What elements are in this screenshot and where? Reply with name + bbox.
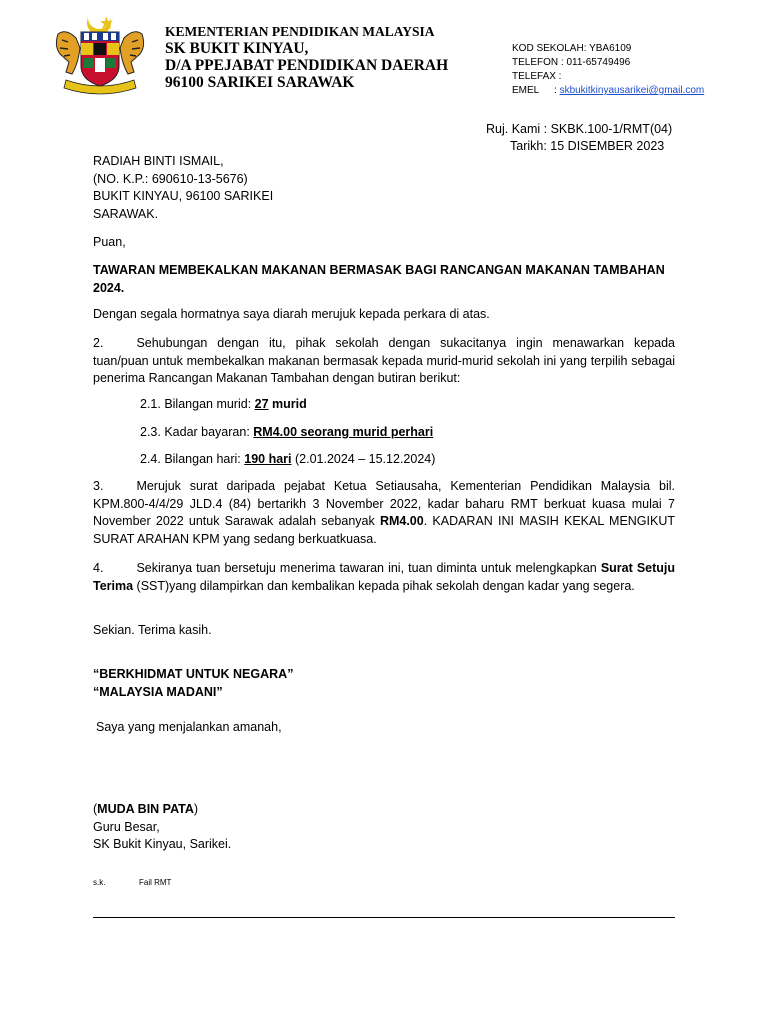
signatory-open: (	[93, 802, 98, 816]
paragraph-4-bold: Surat Setuju Terima	[93, 561, 676, 593]
paragraph-2-number: 2.	[93, 336, 104, 350]
coat-of-arms-icon	[48, 14, 152, 96]
paragraph-4-text-b: (SST)yang dilampirkan dan kembalikan kepada pihak sekolah dengan kadar yang segera.	[133, 578, 635, 593]
reference-number: Ruj. Kami : SKBK.100-1/RMT(04)	[486, 122, 673, 136]
footer-divider	[93, 917, 675, 918]
letterhead	[165, 24, 448, 91]
copy-to-value: Fail RMT	[139, 878, 172, 887]
contact-block	[512, 42, 704, 98]
motto	[93, 666, 293, 701]
signatory-school: SK Bukit Kinyau, Sarikei.	[93, 837, 232, 851]
email-link[interactable]: skbukitkinyausarikei@gmail.com	[559, 85, 705, 96]
letter-date: Tarikh: 15 DISEMBER 2023	[510, 139, 665, 153]
detail-item	[140, 396, 307, 414]
paragraph-3-text-a: Merujuk surat daripada pejabat Ketua Setiausaha, Kementerian Pendidikan Malaysia bil. KPM.800-4/4/29 JLD.4 (84) bertarikh 3 November 2022, kadar baharu RMT berkuat kuasa mulai 7 November 2022 untuk Sarawak adalah sebanyak	[93, 479, 675, 528]
recipient-address-line2: SARAWAK.	[93, 206, 159, 221]
paragraph-2	[93, 335, 675, 388]
reference-block	[486, 121, 672, 155]
detail-value: RM4.00 seorang murid perhari	[253, 425, 434, 439]
detail-item	[140, 451, 435, 469]
detail-value: 27	[254, 397, 269, 411]
detail-value: 190 hari	[244, 452, 292, 466]
salutation: Puan,	[93, 235, 126, 249]
office-name: D/A PPEJABAT PENDIDIKAN DAERAH	[165, 57, 449, 74]
motto-line-1: “BERKHIDMAT UNTUK NEGARA”	[93, 667, 294, 681]
paragraph-3-number: 3.	[93, 479, 104, 493]
email-label: EMEL	[512, 85, 540, 96]
paragraph-3	[93, 478, 675, 548]
detail-suffix: murid	[268, 397, 307, 411]
detail-rest: (2.01.2024 – 15.12.2024)	[291, 452, 436, 466]
paragraph-3-bold: RM4.00	[379, 514, 424, 528]
paragraph-4-text-a: Sekiranya tuan bersetuju menerima tawaran ini, tuan diminta untuk melengkapkan	[136, 561, 601, 575]
paragraph-4	[93, 560, 675, 595]
signatory	[93, 801, 231, 854]
telefax: TELEFAX :	[512, 71, 562, 82]
detail-label: 2.4. Bilangan hari:	[140, 452, 245, 466]
school-name: SK BUKIT KINYAU,	[165, 40, 309, 57]
email-sep: :	[554, 85, 557, 96]
copy-to-label: s.k.	[93, 878, 106, 887]
signatory-close: )	[193, 802, 199, 816]
copy-to	[93, 878, 171, 887]
sign-off: Saya yang menjalankan amanah,	[96, 720, 282, 734]
recipient-address	[93, 153, 273, 223]
subject: TAWARAN MEMBEKALKAN MAKANAN BERMASAK BAGI RANCANGAN MAKANAN TAMBAHAN 2024.	[93, 263, 665, 295]
telephone: TELEFON : 011-65749496	[512, 57, 631, 68]
detail-label: 2.3. Kadar bayaran:	[140, 425, 254, 439]
detail-item	[140, 424, 433, 442]
recipient-name: RADIAH BINTI ISMAIL,	[93, 154, 224, 168]
motto-line-2: “MALAYSIA MADANI”	[93, 684, 223, 699]
paragraph-1: Dengan segala hormatnya saya diarah merujuk kepada perkara di atas.	[93, 307, 490, 321]
recipient-ic: (NO. K.P.: 690610-13-5676)	[93, 171, 248, 186]
detail-label: 2.1. Bilangan murid:	[140, 397, 255, 411]
signatory-name: MUDA BIN PATA	[97, 802, 194, 816]
closing: Sekian. Terima kasih.	[93, 623, 212, 637]
email-row	[512, 84, 704, 98]
school-code: KOD SEKOLAH: YBA6109	[512, 43, 632, 54]
paragraph-3-text-b: . KADARAN INI MASIH KEKAL MENGIKUT SURAT ARAHAN KPM yang sedang berkuatkuasa.	[93, 514, 676, 546]
recipient-address-line1: BUKIT KINYAU, 96100 SARIKEI	[93, 189, 274, 203]
signatory-title: Guru Besar,	[93, 819, 160, 834]
ministry-name: KEMENTERIAN PENDIDIKAN MALAYSIA	[165, 24, 435, 39]
postcode-town: 96100 SARIKEI SARAWAK	[165, 74, 355, 91]
paragraph-2-text: Sehubungan dengan itu, pihak sekolah dengan sukacitanya ingin menawarkan kepada tuan/puan untuk membekalkan makanan bermasak kepada murid-murid sekolah ini yang terpilih sebagai penerima Rancangan Makanan Tambahan dengan butiran berikut:	[93, 336, 675, 385]
paragraph-4-number: 4.	[93, 561, 104, 575]
